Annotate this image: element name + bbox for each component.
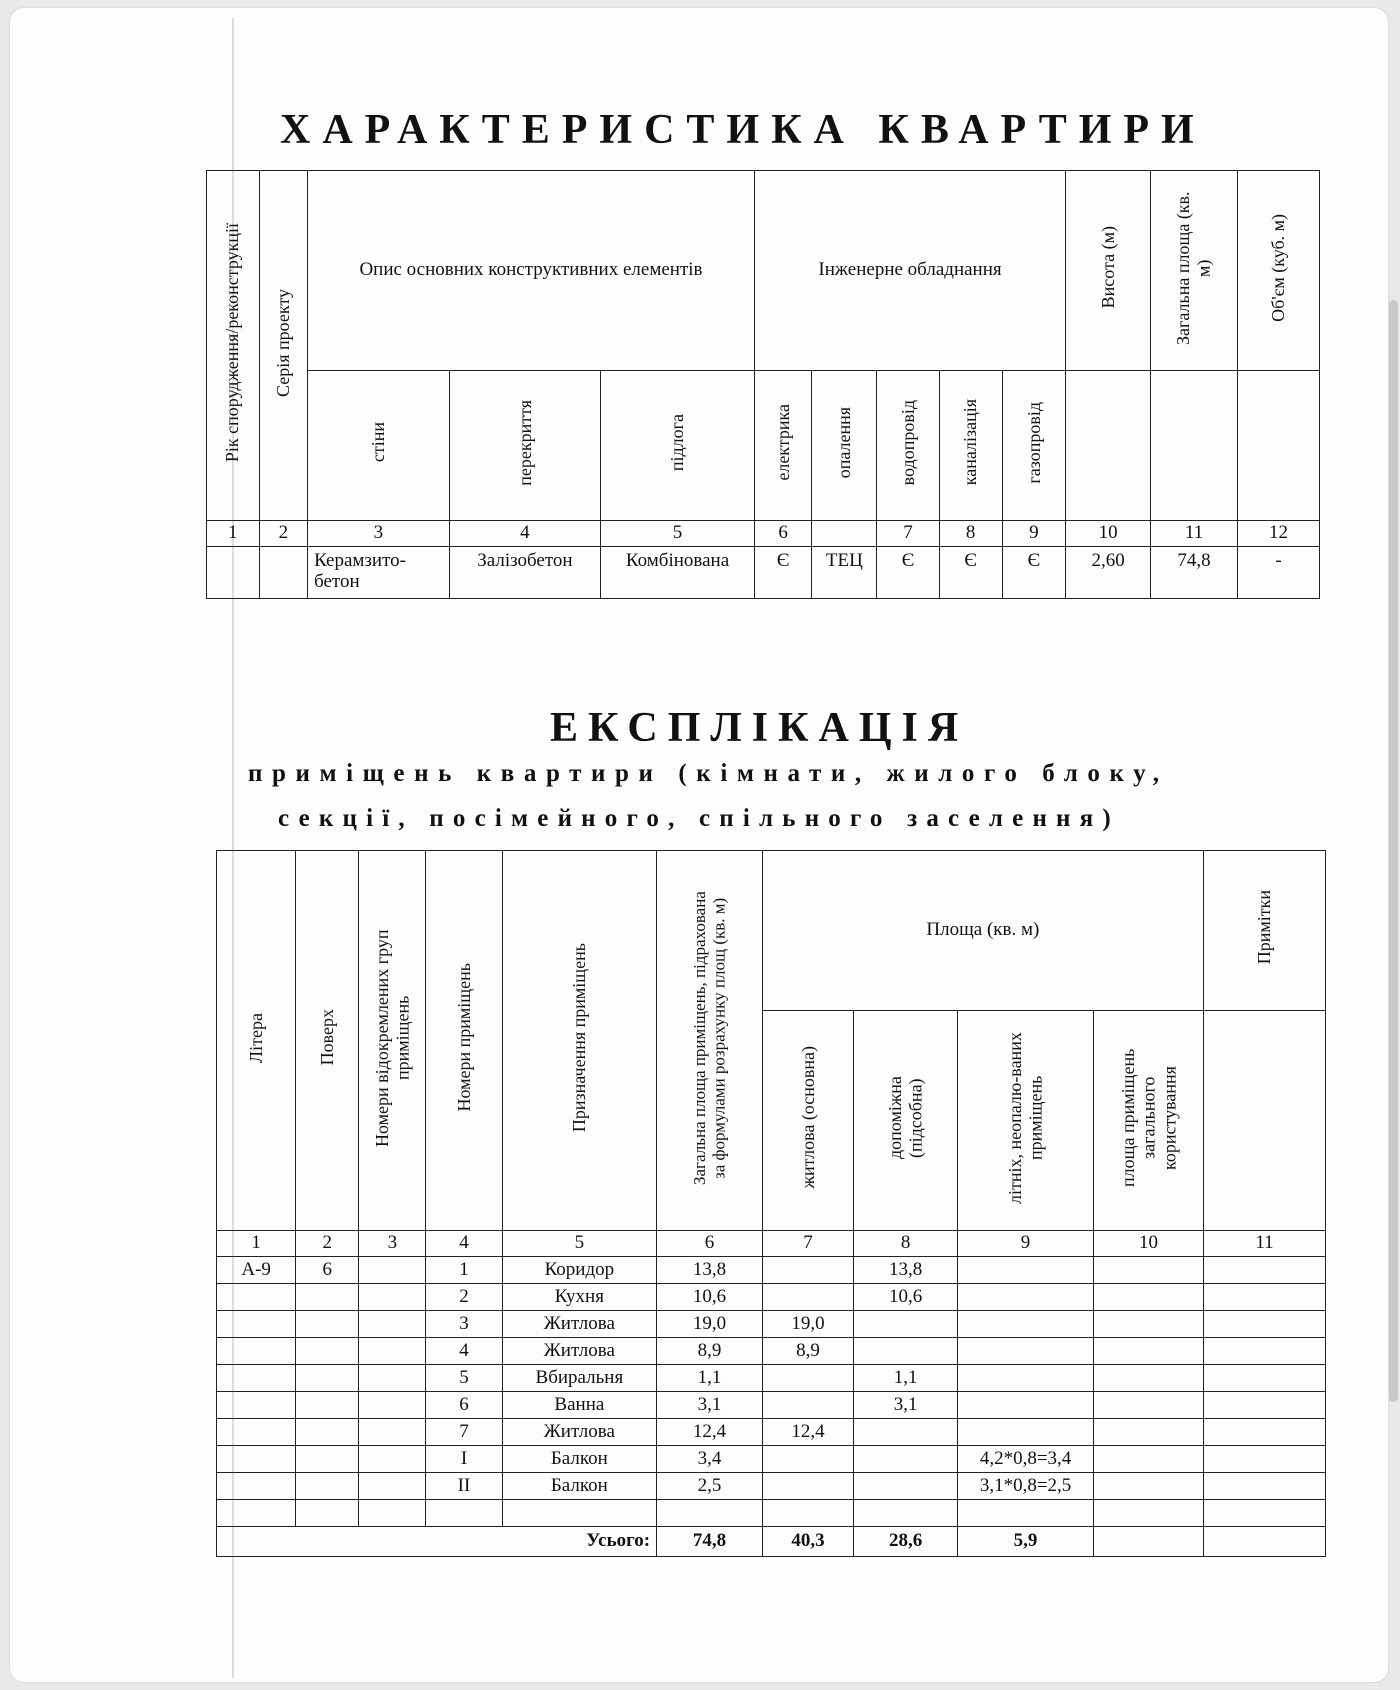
header-elements-group: Опис основних конструктивних елементів <box>308 171 755 371</box>
cell-purpose: Кухня <box>502 1284 657 1311</box>
cell-floor <box>296 1284 359 1311</box>
cell-group <box>359 1419 426 1446</box>
cell-room-number: 7 <box>426 1419 502 1446</box>
col-number: 11 <box>1203 1231 1325 1257</box>
cell-floor <box>296 1419 359 1446</box>
cell-litera <box>217 1419 296 1446</box>
col-number: 7 <box>762 1231 853 1257</box>
cell-notes <box>1203 1392 1325 1419</box>
cell-total: 3,4 <box>657 1446 763 1473</box>
cell-group <box>359 1500 426 1527</box>
cell-total: 10,6 <box>657 1284 763 1311</box>
col-number: 11 <box>1151 521 1238 547</box>
cell-floor: 6 <box>296 1257 359 1284</box>
cell-summer <box>957 1500 1093 1527</box>
cell-floor <box>296 1392 359 1419</box>
explication-subtitle-line2: секції, посімейного, спільного заселення) <box>278 805 1120 832</box>
cell-common <box>1094 1419 1204 1446</box>
header-litera: Літера <box>217 851 296 1231</box>
cell-floor <box>296 1311 359 1338</box>
cell-living: 19,0 <box>762 1311 853 1338</box>
header-gas: газопровід <box>1002 371 1066 521</box>
cell-living <box>762 1473 853 1500</box>
cell-room-number: І <box>426 1446 502 1473</box>
explication-rows <box>217 1257 1326 1527</box>
col-number: 2 <box>259 521 308 547</box>
totals-common <box>1094 1527 1204 1557</box>
header-area-group: Площа (кв. м) <box>762 851 1203 1011</box>
cell-floor: Комбінована <box>601 547 755 599</box>
cell-year <box>207 547 260 599</box>
col-number: 5 <box>502 1231 657 1257</box>
cell-common <box>1094 1338 1204 1365</box>
cell-aux: 10,6 <box>854 1284 958 1311</box>
cell-total: 1,1 <box>657 1365 763 1392</box>
cell-group <box>359 1257 426 1284</box>
totals-summer: 5,9 <box>957 1527 1093 1557</box>
cell-litera <box>217 1500 296 1527</box>
cell-room-number: 1 <box>426 1257 502 1284</box>
cell-floor <box>296 1365 359 1392</box>
cell-floor <box>296 1500 359 1527</box>
cell-sewer: Є <box>939 547 1002 599</box>
cell-group <box>359 1338 426 1365</box>
col-number: 9 <box>1002 521 1066 547</box>
column-numbers-row <box>207 521 1320 547</box>
header-area-blank <box>1151 371 1238 521</box>
cell-summer <box>957 1419 1093 1446</box>
totals-row <box>217 1527 1326 1557</box>
header-total-area: Загальна площа приміщень, підрахована за формулами розрахунку площ (кв. м) <box>657 851 763 1231</box>
totals-label: Усього: <box>217 1527 657 1557</box>
cell-living <box>762 1257 853 1284</box>
header-sewer: каналізація <box>939 371 1002 521</box>
cell-notes <box>1203 1338 1325 1365</box>
cell-aux <box>854 1419 958 1446</box>
cell-living: 12,4 <box>762 1419 853 1446</box>
cell-litera: А-9 <box>217 1257 296 1284</box>
cell-walls: Керамзито-бетон <box>308 547 450 599</box>
cell-slabs: Залізобетон <box>449 547 601 599</box>
col-number: 8 <box>939 521 1002 547</box>
cell-litera <box>217 1446 296 1473</box>
cell-common <box>1094 1473 1204 1500</box>
cell-gas: Є <box>1002 547 1066 599</box>
col-number: 10 <box>1094 1231 1204 1257</box>
cell-living <box>762 1446 853 1473</box>
header-floor: підлога <box>601 371 755 521</box>
cell-purpose: Житлова <box>502 1311 657 1338</box>
cell-common <box>1094 1284 1204 1311</box>
explication-subtitle-line1: приміщень квартири (кімнати, жилого блоку, <box>248 760 1169 787</box>
cell-living <box>762 1500 853 1527</box>
cell-notes <box>1203 1419 1325 1446</box>
header-series: Серія проекту <box>259 171 308 521</box>
header-volume: Об'єм (куб. м) <box>1238 171 1320 371</box>
col-number: 7 <box>877 521 940 547</box>
col-number: 3 <box>308 521 450 547</box>
column-numbers-row <box>217 1231 1326 1257</box>
cell-summer <box>957 1257 1093 1284</box>
cell-aux <box>854 1338 958 1365</box>
vertical-scrollbar[interactable] <box>1389 300 1398 1402</box>
cell-total <box>657 1500 763 1527</box>
cell-group <box>359 1284 426 1311</box>
cell-height: 2,60 <box>1066 547 1151 599</box>
cell-total: 12,4 <box>657 1419 763 1446</box>
cell-floor <box>296 1338 359 1365</box>
cell-floor <box>296 1446 359 1473</box>
totals-notes <box>1203 1527 1325 1557</box>
cell-heating: ТЕЦ <box>812 547 877 599</box>
col-number: 6 <box>657 1231 763 1257</box>
header-auxiliary: допоміжна (підсобна) <box>854 1011 958 1231</box>
table-row <box>217 1311 1326 1338</box>
table-row <box>217 1257 1326 1284</box>
col-number: 4 <box>426 1231 502 1257</box>
col-number: 9 <box>957 1231 1093 1257</box>
header-living: житлова (основна) <box>762 1011 853 1231</box>
table-row <box>217 1446 1326 1473</box>
cell-room-number: 5 <box>426 1365 502 1392</box>
header-slabs: перекриття <box>449 371 601 521</box>
cell-litera <box>217 1338 296 1365</box>
col-number: 12 <box>1238 521 1320 547</box>
cell-purpose: Вбиральня <box>502 1365 657 1392</box>
table-row <box>217 1500 1326 1527</box>
cell-summer: 3,1*0,8=2,5 <box>957 1473 1093 1500</box>
cell-living <box>762 1284 853 1311</box>
header-volume-blank <box>1238 371 1320 521</box>
cell-notes <box>1203 1500 1325 1527</box>
cell-summer: 4,2*0,8=3,4 <box>957 1446 1093 1473</box>
header-height-blank <box>1066 371 1151 521</box>
col-number: 3 <box>359 1231 426 1257</box>
cell-total: 8,9 <box>657 1338 763 1365</box>
cell-living: 8,9 <box>762 1338 853 1365</box>
header-total-area: Загальна площа (кв. м) <box>1151 171 1238 371</box>
header-summer: літніх, неопалю-ваних приміщень <box>957 1011 1093 1231</box>
header-electric: електрика <box>754 371 812 521</box>
table-row <box>217 1365 1326 1392</box>
cell-room-number: 3 <box>426 1311 502 1338</box>
cell-litera <box>217 1311 296 1338</box>
cell-summer <box>957 1284 1093 1311</box>
header-notes-blank <box>1203 1011 1325 1231</box>
cell-group <box>359 1365 426 1392</box>
cell-notes <box>1203 1473 1325 1500</box>
cell-aux <box>854 1500 958 1527</box>
cell-group <box>359 1311 426 1338</box>
cell-purpose: Ванна <box>502 1392 657 1419</box>
cell-summer <box>957 1365 1093 1392</box>
cell-volume: - <box>1238 547 1320 599</box>
header-walls: стіни <box>308 371 450 521</box>
characteristics-table <box>206 170 1320 599</box>
header-purpose: Призначення приміщень <box>502 851 657 1231</box>
cell-common <box>1094 1500 1204 1527</box>
explication-table <box>216 850 1326 1557</box>
document-page <box>10 8 1388 1682</box>
cell-purpose: Балкон <box>502 1473 657 1500</box>
cell-litera <box>217 1284 296 1311</box>
cell-common <box>1094 1446 1204 1473</box>
cell-summer <box>957 1338 1093 1365</box>
cell-purpose: Балкон <box>502 1446 657 1473</box>
col-number: 4 <box>449 521 601 547</box>
col-number <box>812 521 877 547</box>
header-group-numbers: Номери відокремлених груп приміщень <box>359 851 426 1231</box>
table-row <box>217 1473 1326 1500</box>
table-row <box>217 1284 1326 1311</box>
cell-aux <box>854 1311 958 1338</box>
cell-aux: 1,1 <box>854 1365 958 1392</box>
cell-purpose: Житлова <box>502 1338 657 1365</box>
cell-litera <box>217 1392 296 1419</box>
cell-notes <box>1203 1365 1325 1392</box>
cell-litera <box>217 1365 296 1392</box>
cell-room-number: 6 <box>426 1392 502 1419</box>
table-row <box>217 1338 1326 1365</box>
cell-group <box>359 1446 426 1473</box>
cell-total: 13,8 <box>657 1257 763 1284</box>
cell-floor <box>296 1473 359 1500</box>
cell-common <box>1094 1311 1204 1338</box>
header-floor: Поверх <box>296 851 359 1231</box>
cell-aux <box>854 1446 958 1473</box>
col-number: 1 <box>207 521 260 547</box>
cell-total: 19,0 <box>657 1311 763 1338</box>
cell-summer <box>957 1392 1093 1419</box>
cell-common <box>1094 1257 1204 1284</box>
cell-room-number: ІІ <box>426 1473 502 1500</box>
characteristics-data-row <box>207 547 1320 599</box>
cell-aux: 13,8 <box>854 1257 958 1284</box>
header-room-numbers: Номери приміщень <box>426 851 502 1231</box>
cell-purpose: Житлова <box>502 1419 657 1446</box>
col-number: 10 <box>1066 521 1151 547</box>
cell-litera <box>217 1473 296 1500</box>
header-engineering-group: Інженерне обладнання <box>754 171 1065 371</box>
table-row <box>217 1419 1326 1446</box>
totals-total: 74,8 <box>657 1527 763 1557</box>
cell-room-number <box>426 1500 502 1527</box>
characteristics-title: ХАРАКТЕРИСТИКА КВАРТИРИ <box>280 107 1206 153</box>
cell-notes <box>1203 1446 1325 1473</box>
col-number: 6 <box>754 521 812 547</box>
cell-living <box>762 1392 853 1419</box>
cell-purpose <box>502 1500 657 1527</box>
col-number: 8 <box>854 1231 958 1257</box>
cell-common <box>1094 1365 1204 1392</box>
header-heating: опалення <box>812 371 877 521</box>
cell-electric: Є <box>754 547 812 599</box>
explication-title: ЕКСПЛІКАЦІЯ <box>550 705 969 751</box>
cell-total: 3,1 <box>657 1392 763 1419</box>
cell-notes <box>1203 1311 1325 1338</box>
cell-total: 2,5 <box>657 1473 763 1500</box>
cell-notes <box>1203 1257 1325 1284</box>
cell-notes <box>1203 1284 1325 1311</box>
header-common: площа приміщень загального користування <box>1094 1011 1204 1231</box>
cell-aux: 3,1 <box>854 1392 958 1419</box>
cell-series <box>259 547 308 599</box>
cell-purpose: Коридор <box>502 1257 657 1284</box>
cell-group <box>359 1473 426 1500</box>
header-water: водопровід <box>877 371 940 521</box>
cell-living <box>762 1365 853 1392</box>
col-number: 2 <box>296 1231 359 1257</box>
cell-room-number: 2 <box>426 1284 502 1311</box>
cell-aux <box>854 1473 958 1500</box>
col-number: 1 <box>217 1231 296 1257</box>
cell-room-number: 4 <box>426 1338 502 1365</box>
cell-total-area: 74,8 <box>1151 547 1238 599</box>
table-row <box>217 1392 1326 1419</box>
cell-group <box>359 1392 426 1419</box>
cell-summer <box>957 1311 1093 1338</box>
cell-common <box>1094 1392 1204 1419</box>
header-height: Висота (м) <box>1066 171 1151 371</box>
header-year: Рік спорудження/реконструкції <box>207 171 260 521</box>
header-notes: Примітки <box>1203 851 1325 1011</box>
totals-living: 40,3 <box>762 1527 853 1557</box>
cell-water: Є <box>877 547 940 599</box>
totals-aux: 28,6 <box>854 1527 958 1557</box>
col-number: 5 <box>601 521 755 547</box>
